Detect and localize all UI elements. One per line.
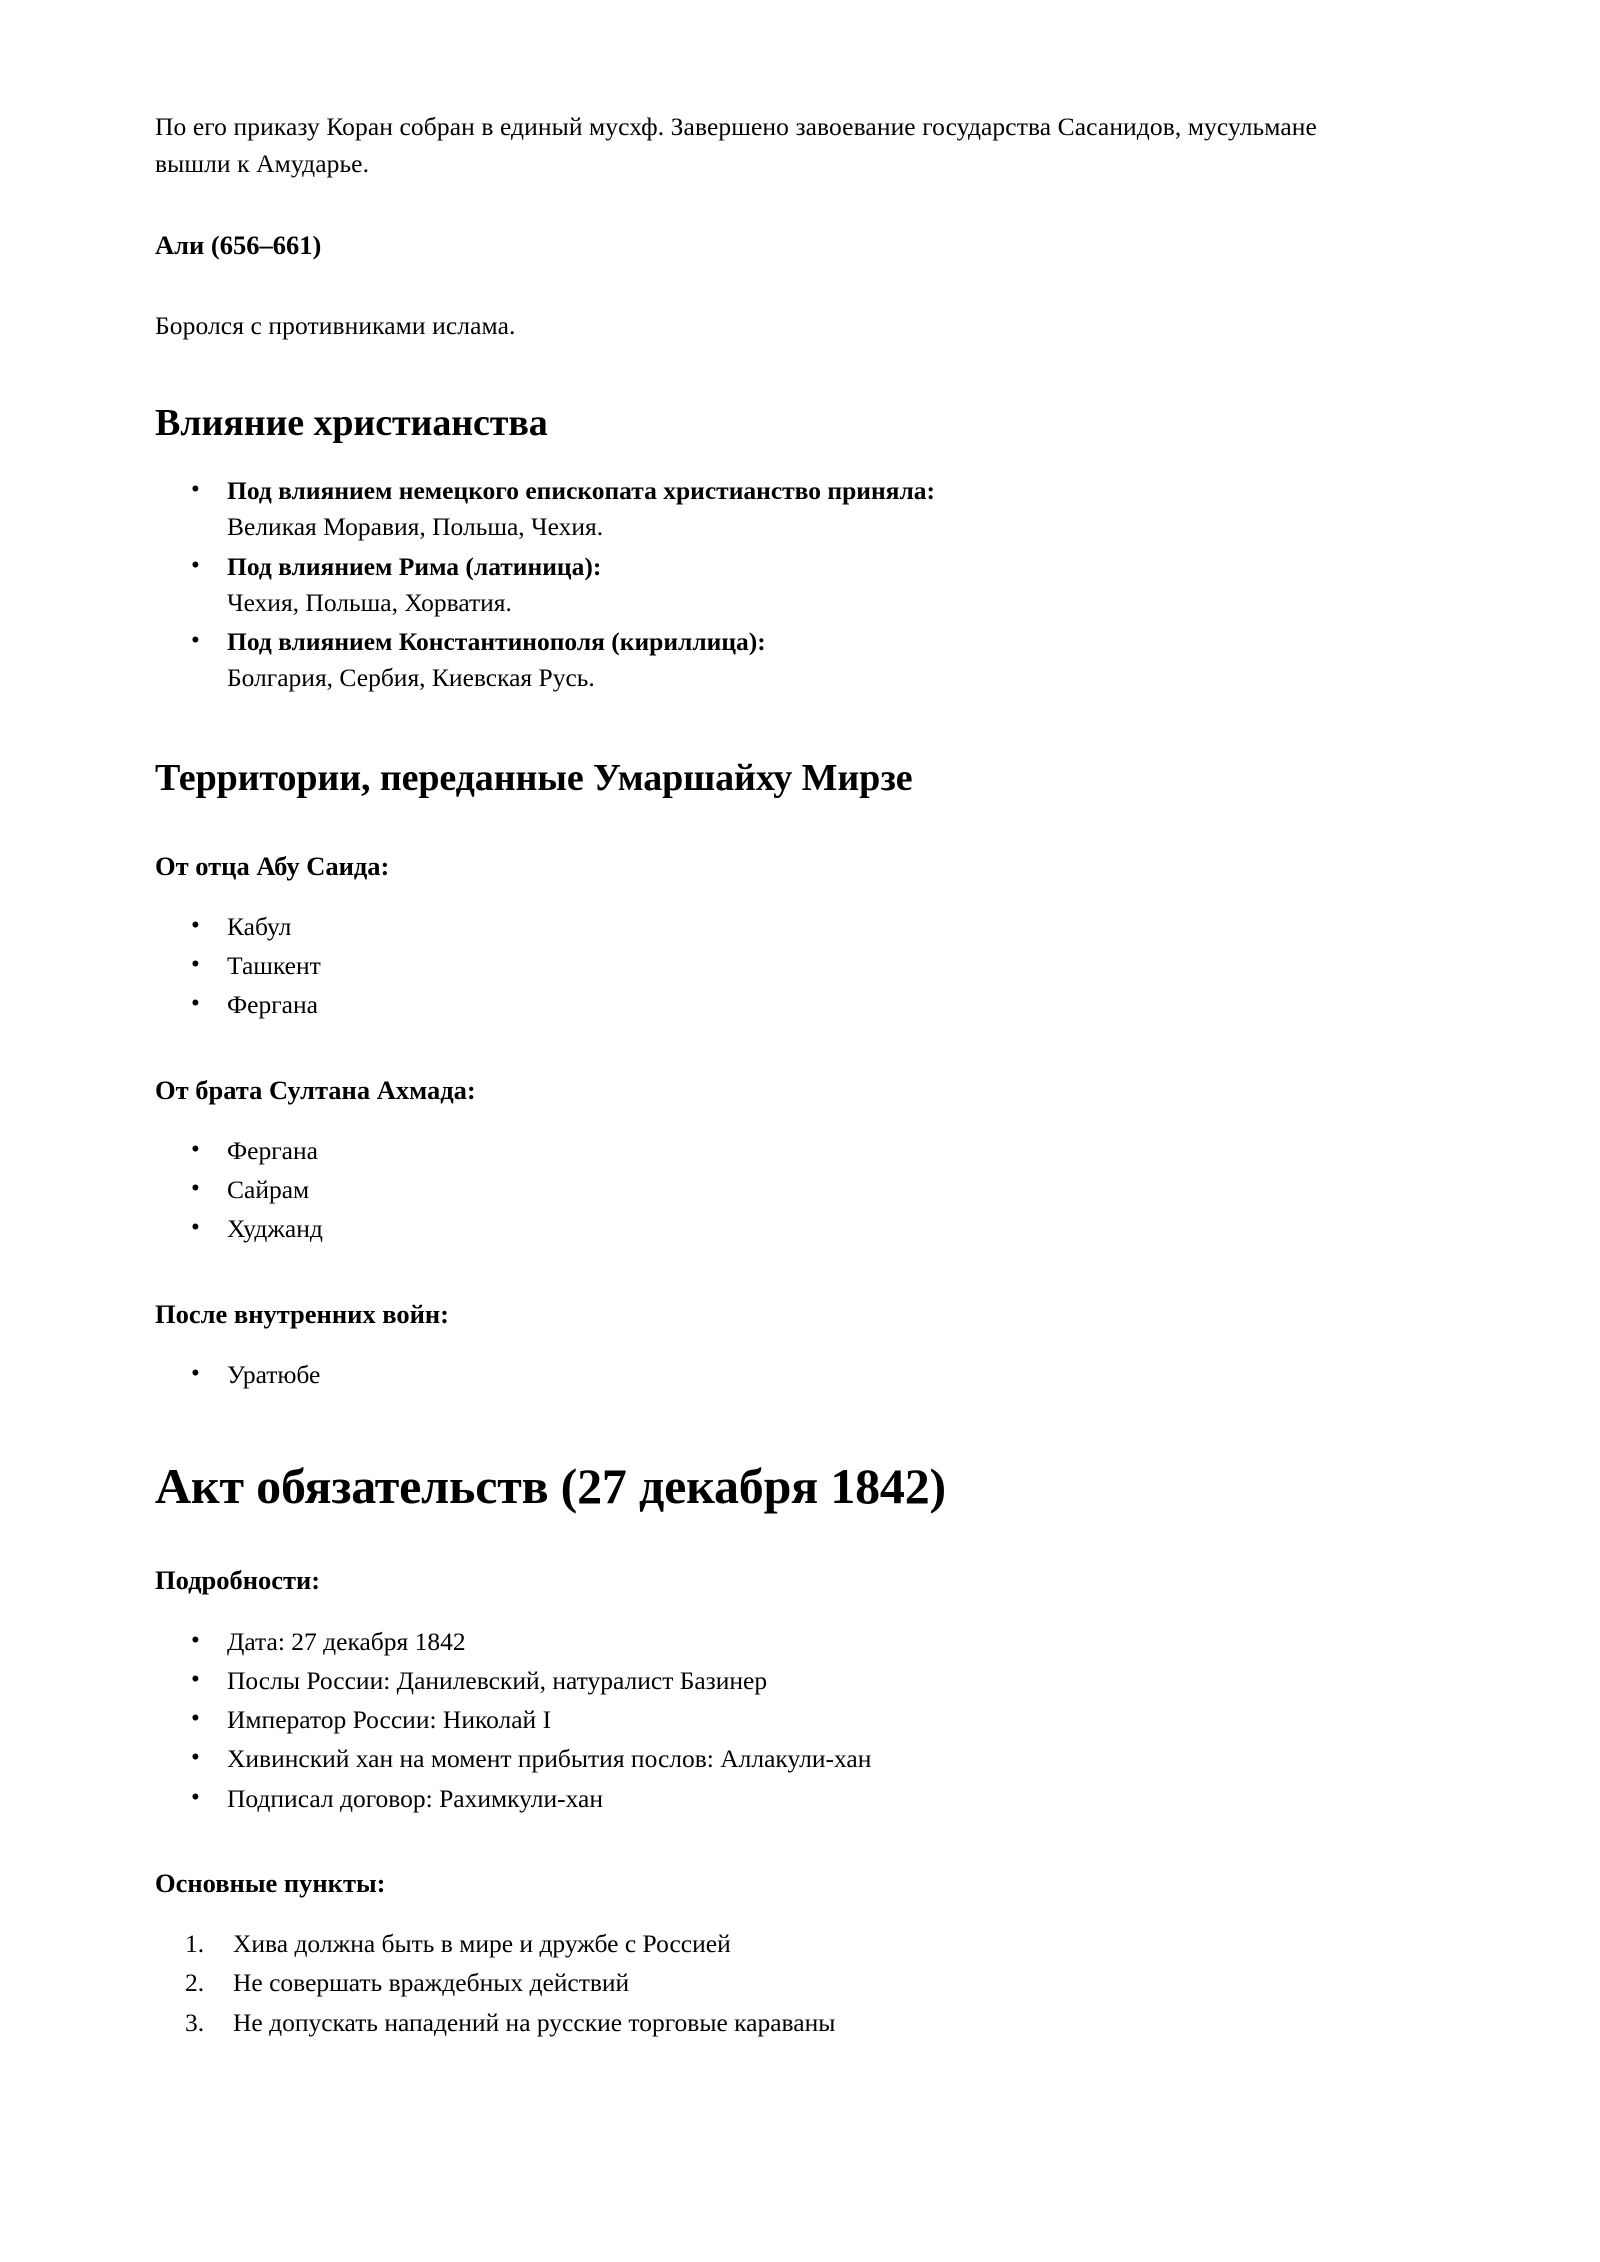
list-item: • Подписал договор: Рахимкули-хан <box>155 1781 1380 1817</box>
heading-territories: Территории, переданные Умаршайху Мирзе <box>155 757 913 800</box>
list-item: • Ташкент <box>155 948 1380 984</box>
spacer <box>155 1396 1380 1456</box>
spacer <box>155 1900 1380 1926</box>
territories-list-brother <box>155 1133 1380 1248</box>
list-item-label: • Под влиянием немецкого епископата христианство приняла: <box>227 476 936 506</box>
list-item: • Император России: Николай I <box>155 1702 1380 1738</box>
spacer <box>155 803 1380 849</box>
act-details-list <box>155 1624 1380 1817</box>
list-item: Не допускать нападений на русские торговые караваны <box>233 2007 836 2037</box>
spacer <box>155 1251 1380 1297</box>
list-item: • Худжанд <box>155 1211 1380 1247</box>
list-item-value: Чехия, Польша, Хорватия. <box>227 587 512 617</box>
spacer <box>155 1107 1380 1133</box>
list-item: • Послы России: Данилевский, натуралист Базинер <box>155 1663 1380 1699</box>
list-item: • Хивинский хан на момент прибытия послов: Аллакули-хан <box>155 1741 1380 1777</box>
territories-list-father <box>155 909 1380 1024</box>
list-item: • Кабул <box>155 909 1380 945</box>
list-item-value: Великая Моравия, Польша, Чехия. <box>227 512 604 542</box>
heading-main-points: Основные пункты: <box>155 1867 386 1898</box>
spacer <box>155 263 1380 307</box>
ali-paragraph: Боролся с противниками ислама. <box>155 310 516 340</box>
heading-act: Акт обязательств (27 декабря 1842) <box>155 1458 946 1515</box>
spacer <box>155 883 1380 909</box>
heading-ali: Али (656–661) <box>155 230 322 261</box>
spacer <box>155 1331 1380 1357</box>
spacer <box>155 1820 1380 1866</box>
spacer <box>155 1598 1380 1624</box>
heading-after-wars: После внутренних войн: <box>155 1298 449 1329</box>
heading-from-brother: От брата Султана Ахмада: <box>155 1074 476 1105</box>
spacer <box>155 1517 1380 1563</box>
list-item: • Уратюбе <box>155 1357 1380 1393</box>
list-item: • Сайрам <box>155 1172 1380 1208</box>
list-item: • Дата: 27 декабря 1842 <box>155 1624 1380 1660</box>
list-item <box>155 624 1380 696</box>
heading-from-father: От отца Абу Саида: <box>155 850 390 881</box>
heading-details: Подробности: <box>155 1565 321 1596</box>
spacer <box>155 182 1380 228</box>
list-item <box>155 473 1380 545</box>
list-item: Не совершать враждебных действий <box>233 1968 630 1998</box>
christianity-list <box>155 473 1380 696</box>
spacer <box>155 1027 1380 1073</box>
intro-paragraph: По его приказу Коран собран в единый мусхф. Завершено завоевание государства Сасанидов, мусульмане вышли к Амударье. <box>155 112 1317 179</box>
list-item: Хива должна быть в мире и дружбе с Россией <box>233 1929 731 1959</box>
list-item <box>155 549 1380 621</box>
list-item-label: • Под влиянием Константинополя (кириллица): <box>227 627 766 657</box>
spacer <box>155 447 1380 473</box>
act-points-list <box>155 1926 1380 2041</box>
spacer <box>155 699 1380 755</box>
territories-list-after-wars <box>155 1357 1380 1393</box>
list-item: • Фергана <box>155 987 1380 1023</box>
list-item-value: Болгария, Сербия, Киевская Русь. <box>227 663 595 693</box>
list-item: • Фергана <box>155 1133 1380 1169</box>
spacer <box>155 344 1380 400</box>
list-item-label: • Под влиянием Рима (латиница): <box>227 551 602 581</box>
heading-christianity: Влияние христианства <box>155 402 548 445</box>
